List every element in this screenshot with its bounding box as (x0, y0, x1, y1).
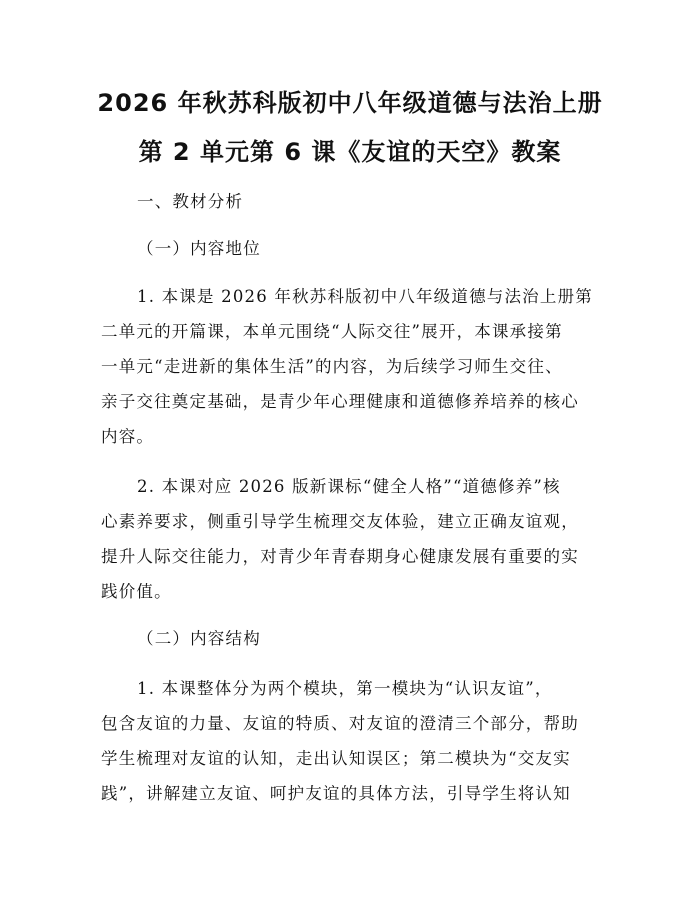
paragraph-3-line-4: 践”，讲解建立友谊、呵护友谊的具体方法，引导学生将认知 (101, 784, 571, 803)
document-title-line-2: 第 2 单元第 6 课《友谊的天空》教案 (138, 138, 562, 166)
paragraph-1-line-3: 一单元“走进新的集体生活”的内容，为后续学习师生交往、 (101, 357, 563, 376)
paragraph-1-line-2: 二单元的开篇课，本单元围绕“人际交往”展开，本课承接第 (101, 322, 563, 341)
paragraph-3-line-1: 1. 本课整体分为两个模块，第一模块为“认识友谊”， (137, 679, 553, 698)
paragraph-2-line-3: 提升人际交往能力，对青少年青春期身心健康发展有重要的实 (101, 547, 579, 566)
subsection-heading-content-structure: （二）内容结构 (137, 629, 261, 648)
paragraph-1-line-4: 亲子交往奠定基础，是青少年心理健康和道德修养培养的核心 (101, 392, 579, 411)
paragraph-2-line-4: 践价值。 (101, 582, 172, 601)
paragraph-1-line-5: 内容。 (101, 427, 155, 446)
paragraph-1-line-1: 1. 本课是 2026 年秋苏科版初中八年级道德与法治上册第 (137, 287, 593, 306)
paragraph-2-line-1: 2. 本课对应 2026 版新课标“健全人格”“道德修养”核 (137, 477, 561, 496)
paragraph-3-line-3: 学生梳理对友谊的认知，走出认知误区；第二模块为“交友实 (101, 749, 571, 768)
subsection-heading-content-position: （一）内容地位 (137, 239, 261, 258)
section-heading-textbook-analysis: 一、教材分析 (137, 192, 244, 211)
paragraph-2-line-2: 心素养要求，侧重引导学生梳理交友体验，建立正确友谊观， (101, 512, 579, 531)
paragraph-3-line-2: 包含友谊的力量、友谊的特质、对友谊的澄清三个部分，帮助 (101, 714, 579, 733)
document-title-line-1: 2026 年秋苏科版初中八年级道德与法治上册 (97, 89, 603, 117)
